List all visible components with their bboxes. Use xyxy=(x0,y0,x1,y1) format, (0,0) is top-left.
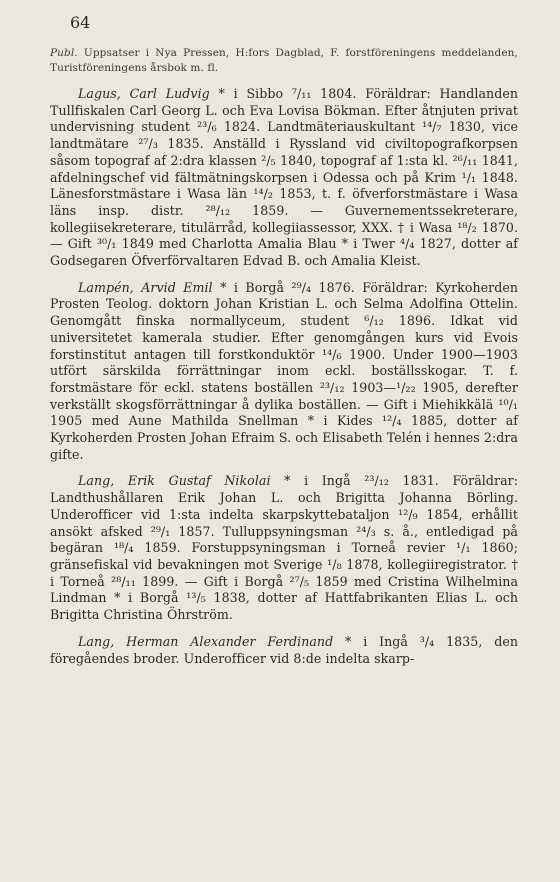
publication-text: Uppsatser i Nya Pressen, H:fors Dagblad, F. forstföreningens meddelanden, Turistföreningens årsbok m. fl. xyxy=(50,47,518,74)
publication-label: Publ. xyxy=(50,47,78,59)
entry-text: * i Ingå ²³/₁₂ 1831. Föräldrar: Landthushållaren Erik Johan L. och Brigitta Johanna Börling. Underofficer vid 1:sta indelta skarpskyttebataljon ¹²/₉ 1854, erhållit ansökt afsked ²⁹/₁ 1857. Tulluppsyningsman ²⁴/₃ s. å., entledigad på begäran ¹⁸/₄ 1859. Forstuppsyningsman i Torneå revier ¹/₁ 1860; gränsefiskal vid bevakningen mot Sverige ¹/₈ 1878, kollegiiregistrator. † i Torneå ²⁸/₁₁ 1899. — Gift i Borgå ²⁷/₅ 1859 med Cristina Wilhelmina Lindman * i Borgå ¹³/₅ 1838, dotter af Hattfabrikanten Elias L. och Brigitta Christina Öhrström. xyxy=(50,473,518,623)
biography-entry-lampen-arvid xyxy=(50,280,518,464)
entry-name: Lang, Erik Gustaf Nikolai xyxy=(78,473,271,489)
publication-note xyxy=(50,46,518,76)
biography-entry-lagus-carl xyxy=(50,86,518,270)
entry-text: * i Sibbo ⁷/₁₁ 1804. Föräldrar: Handlanden Tullfiskalen Carl Georg L. och Eva Lovisa Bökman. Efter åtnjuten privat undervisning student ²³/₆ 1824. Landtmäteriauskultant ¹⁴/₇ 1830, vice landtmätare ²⁷/₃ 1835. Anställd i Ryssland vid civiltopografkorpsen såsom topograf af 2:dra klassen ²/₅ 1840, topograf af 1:sta kl. ²⁶/₁₁ 1841, afdelningschef vid fältmätningskorpsen i Odessa och på Krim ¹/₁ 1848. Länesforstmästare i Wasa län ¹⁴/₂ 1853, t. f. öfverforstmästare i Wasa läns insp. distr. ²⁸/₁₂ 1859. — Guvernementssekreterare, kollegiisekreterare, titulärråd, kollegiiassessor, XXX. † i Wasa ¹⁸/₂ 1870. — Gift ³⁰/₁ 1849 med Charlotta Amalia Blau * i Twer ⁴/₄ 1827, dotter af Godsegaren Öfverförvaltaren Edvad B. och Amalia Kleist. xyxy=(50,86,518,269)
entry-text: * i Ingå ³/₄ 1835, den föregåendes broder. Underofficer vid 8:de indelta skarp- xyxy=(50,633,518,666)
biography-entry-lang-herman xyxy=(50,634,518,667)
entry-name: Lampén, Arvid Emil xyxy=(78,279,213,295)
entry-text: * i Borgå ²⁹/₄ 1876. Föräldrar: Kyrkoherden Prosten Teolog. doktorn Johan Kristian L. och Selma Adolfina Ottelin. Genomgått finska normallyceum, student ⁶/₁₂ 1896. Idkat vid universitetet kamerala studier. Efter genomgången kurs vid Evois forstinstitut antagen till forstkonduktör ¹⁴/₆ 1900. Under 1900—1903 utfört särskilda förrättningar inom eckl. boställsskogar. T. f. forstmästare för eckl. statens boställen ²³/₁₂ 1903—¹/₂₂ 1905, derefter verkställt skogsförrättningar å dylika boställen. — Gift i Miehikkälä ¹⁰/₁ 1905 med Aune Mathilda Snellman * i Kides ¹²/₄ 1885, dotter af Kyrkoherden Prosten Johan Efraim S. och Elisabeth Telén i hennes 2:dra gifte. xyxy=(50,279,518,462)
biography-entry-lang-erik xyxy=(50,473,518,623)
entry-name: Lang, Herman Alexander Ferdinand xyxy=(78,633,334,649)
page-number: 64 xyxy=(70,13,91,32)
entry-name: Lagus, Carl Ludvig xyxy=(78,86,210,101)
